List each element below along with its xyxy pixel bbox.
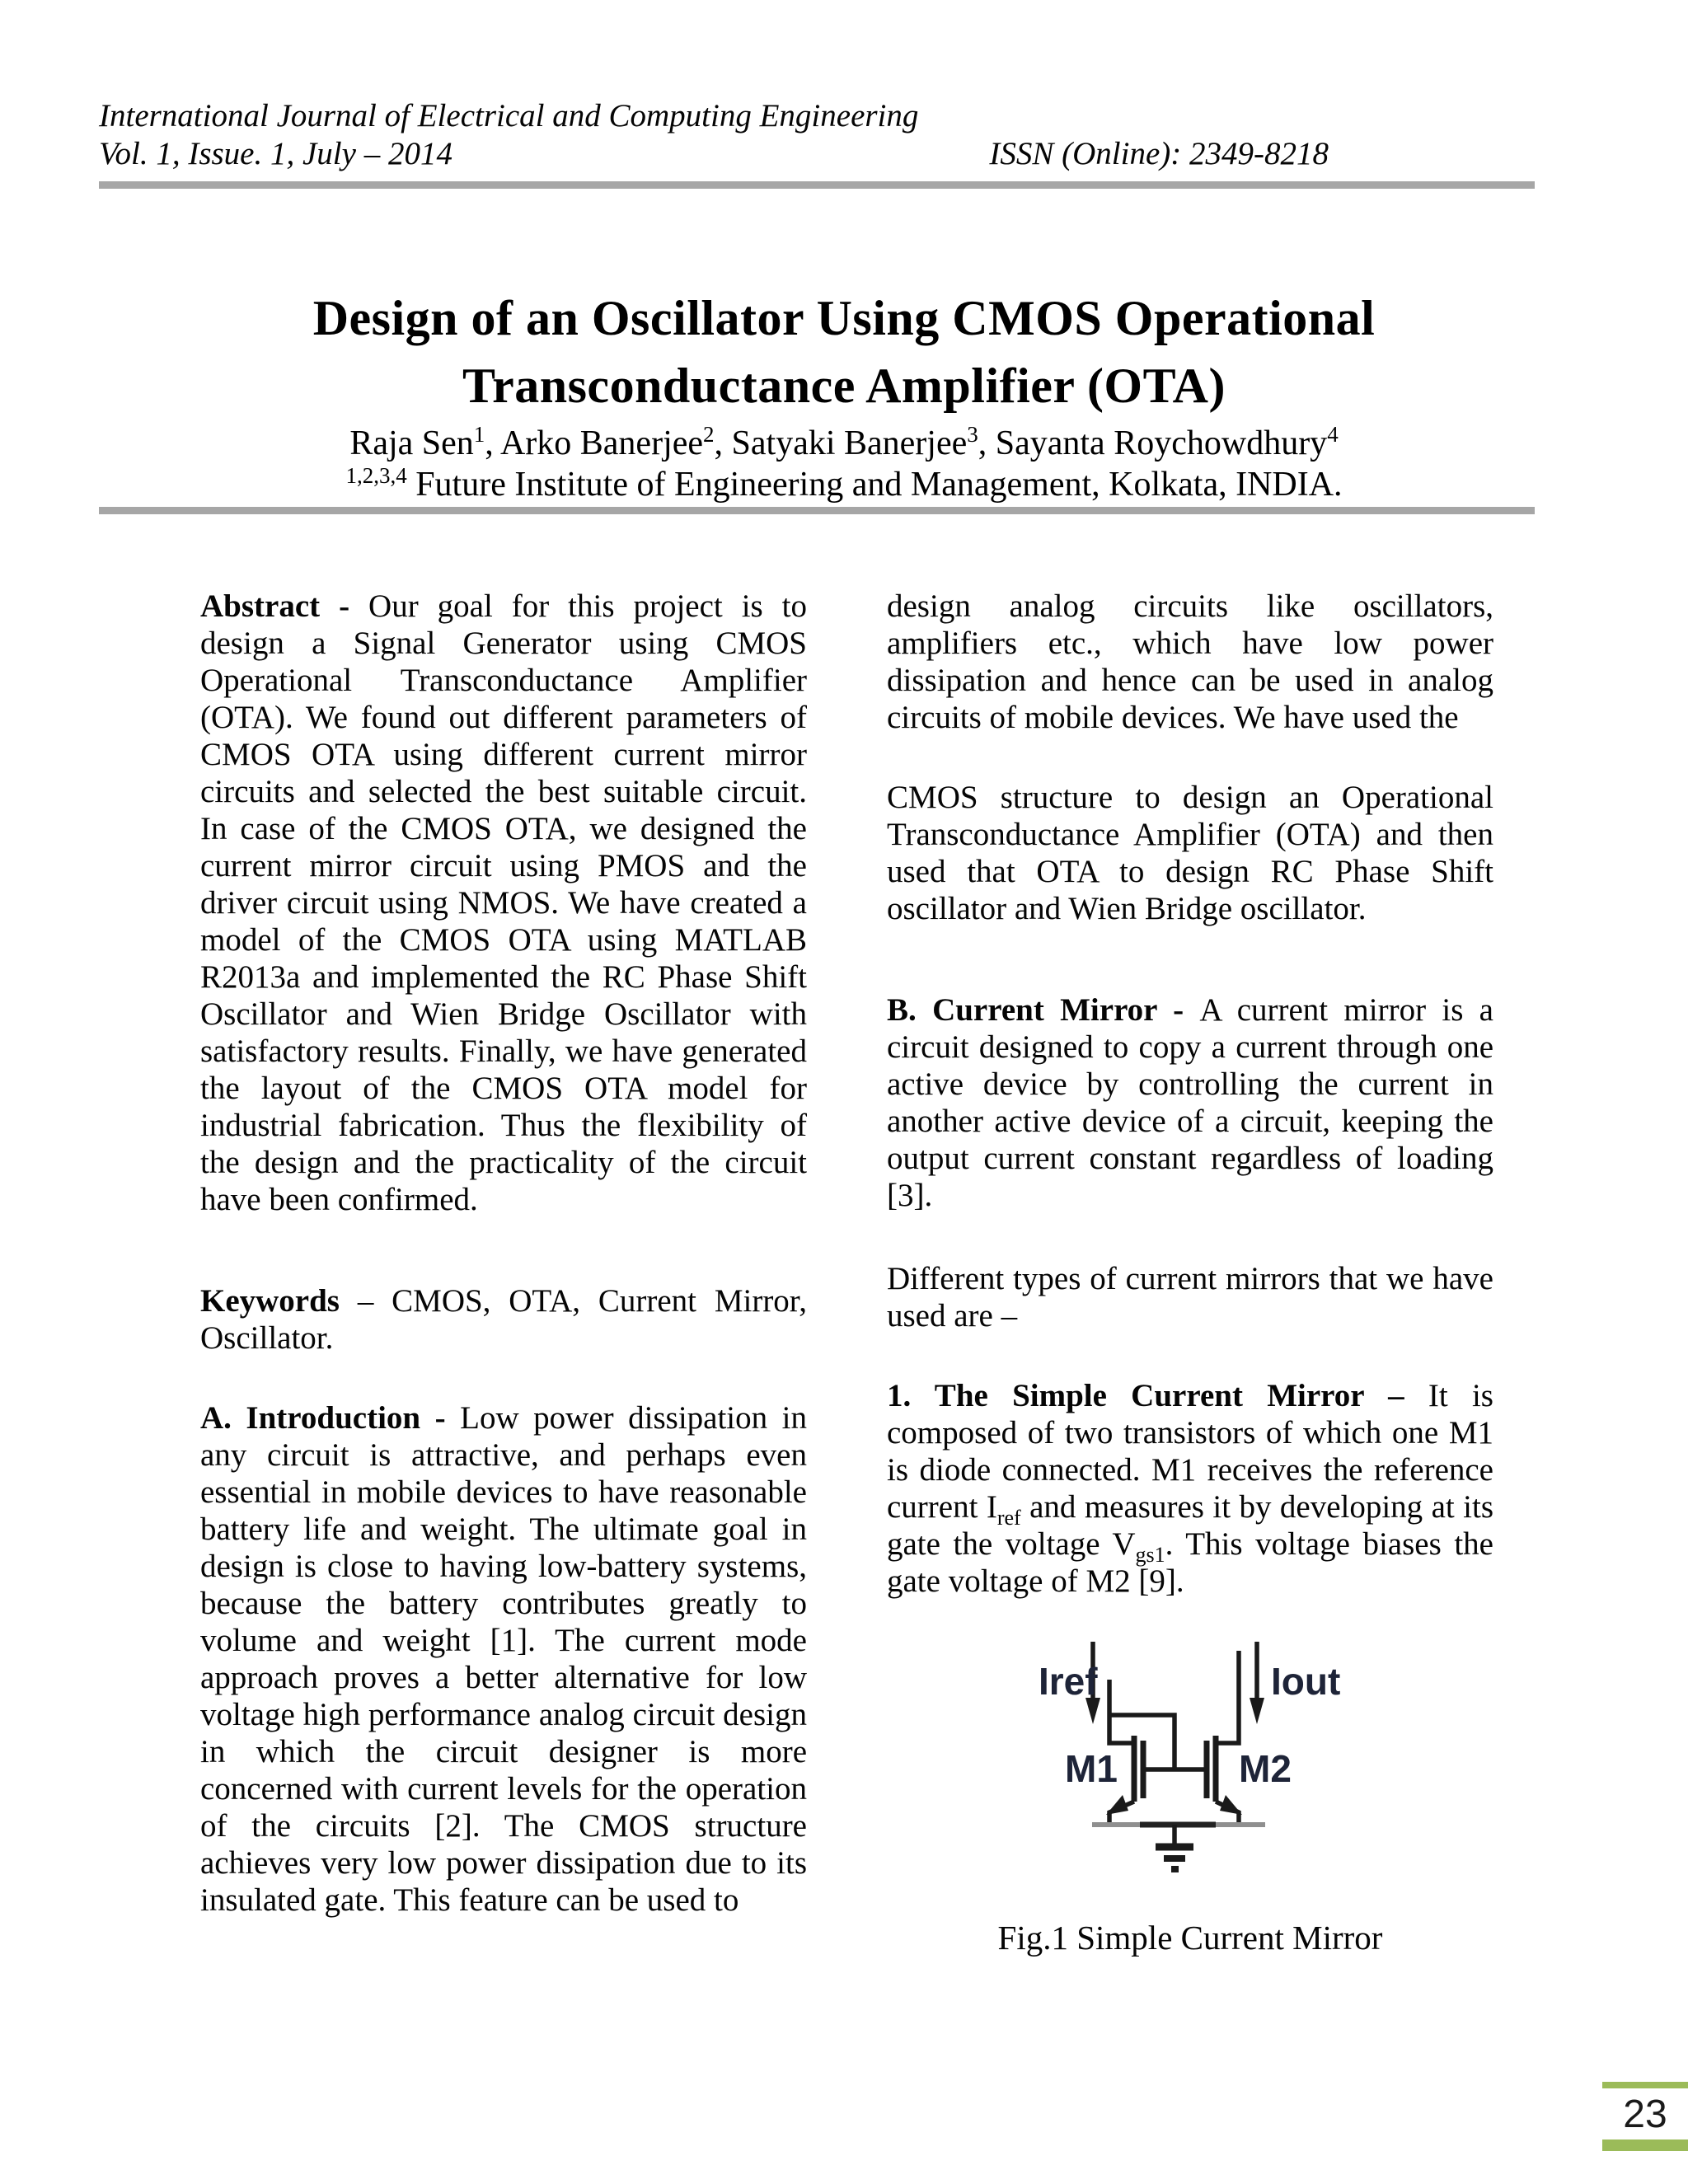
- keywords-paragraph: [200, 1282, 807, 1357]
- body-paragraph: design analog circuits like oscillators, amplifiers etc., which have low power dissipation and hence can be used in analog circuits of mobile devices. We have used the: [887, 588, 1493, 735]
- simple-current-mirror-text: and measures it by developing at its gate the voltage V: [887, 1489, 1494, 1562]
- current-mirror-schematic: [1022, 1640, 1434, 1887]
- affiliation-line: [0, 464, 1688, 505]
- abstract-label: Abstract -: [200, 588, 369, 624]
- page-number: 23: [1623, 2093, 1667, 2136]
- author-superscript: 4: [1327, 422, 1339, 447]
- author-superscript: 1: [473, 422, 485, 447]
- label-m2: M2: [1239, 1747, 1292, 1790]
- simple-current-mirror-paragraph: [887, 1377, 1493, 1600]
- introduction-label: A. Introduction -: [200, 1400, 461, 1436]
- simple-current-mirror-text: It is composed of two transistors of which one M1 is diode connected. M1 receives the reference current I: [887, 1378, 1493, 1525]
- author-name: , Arko Banerjee: [485, 424, 704, 462]
- journal-volume: Vol. 1, Issue. 1, July – 2014: [99, 136, 452, 171]
- authors-line: [0, 423, 1688, 464]
- affiliation-text: Future Institute of Engineering and Management, Kolkata, INDIA.: [406, 466, 1343, 504]
- m2-source-arrow: [1216, 1795, 1242, 1825]
- current-mirror-text: A current mirror is a circuit designed to copy a current through one active device by controlling the current in another active device of a circuit, keeping the output current constant regardless of loading [3].: [887, 992, 1493, 1213]
- affiliation-superscript: 1,2,3,4: [345, 463, 407, 488]
- body-paragraph: CMOS structure to design an Operational Transconductance Amplifier (OTA) and then used that OTA to design RC Phase Shift oscillator and Wien Bridge oscillator.: [887, 780, 1493, 926]
- author-name: Raja Sen: [349, 424, 474, 462]
- label-m1: M1: [1065, 1747, 1118, 1790]
- keywords-label: Keywords: [200, 1283, 358, 1319]
- title-block: [0, 284, 1688, 505]
- simple-current-mirror-label: 1. The Simple Current Mirror –: [887, 1378, 1428, 1413]
- paper-title-line1: Design of an Oscillator Using CMOS Operational: [312, 291, 1376, 345]
- body-paragraph: Different types of current mirrors that we have used are –: [887, 1261, 1493, 1333]
- figure-current-mirror: [1022, 1640, 1434, 1887]
- title-divider: [99, 507, 1535, 514]
- author-name: , Satyaki Banerjee: [714, 424, 968, 462]
- paper-title-line2: Transconductance Amplifier (OTA): [462, 359, 1226, 413]
- page-number-block: [1602, 2082, 1688, 2151]
- author-name: , Sayanta Roychowdhury: [978, 424, 1328, 462]
- iout-arrow-icon: [1250, 1642, 1264, 1724]
- journal-issn: ISSN (Online): 2349-8218: [989, 136, 1329, 171]
- author-superscript: 2: [703, 422, 715, 447]
- journal-name: International Journal of Electrical and Computing Engineering: [99, 98, 919, 134]
- current-mirror-label: B. Current Mirror -: [887, 992, 1200, 1028]
- iref-subscript: ref: [996, 1505, 1021, 1530]
- left-column: [200, 588, 807, 1961]
- figure-caption: Fig.1 Simple Current Mirror: [997, 1919, 1383, 1957]
- m1-source-arrow: [1106, 1795, 1134, 1825]
- author-superscript: 3: [967, 422, 978, 447]
- journal-header: [99, 97, 1329, 173]
- introduction-paragraph: [200, 1399, 807, 1919]
- label-iout: Iout: [1271, 1660, 1341, 1703]
- label-iref: Iref: [1039, 1660, 1098, 1703]
- abstract-paragraph: [200, 588, 807, 1218]
- page-number-rule-bottom: [1602, 2139, 1688, 2151]
- paper-title: [0, 284, 1688, 419]
- m1-drain-wire: [1109, 1680, 1134, 1743]
- right-column: [887, 588, 1493, 1643]
- ground-icon: [1156, 1825, 1193, 1872]
- keywords-text: – CMOS, OTA, Current Mirror, Oscillator.: [200, 1283, 807, 1356]
- header-divider: [99, 181, 1535, 189]
- abstract-text: Our goal for this project is to design a Signal Generator using CMOS Operational Transconductance Amplifier (OTA). We found out different parameters of CMOS OTA using different current mirror circuits and selected the best suitable circuit. In case of the CMOS OTA, we designed the current mirror circuit using PMOS and the driver circuit using NMOS. We have created a model of the CMOS OTA using MATLAB R2013a and implemented the RC Phase Shift Oscillator and Wien Bridge Oscillator with satisfactory results. Finally, we have generated the layout of the CMOS OTA model for industrial fabrication. Thus the flexibility of the design and the practicality of the circuit have been confirmed.: [200, 588, 807, 1217]
- m2-drain-wire: [1216, 1651, 1239, 1743]
- current-mirror-paragraph: [887, 991, 1493, 1214]
- introduction-text: Low power dissipation in any circuit is attractive, and perhaps even essential in mobile devices to have reasonable battery life and weight. The ultimate goal in design is close to having low-battery systems, because the battery contributes greatly to volume and weight [1]. The current mode approach proves a better alternative for low voltage high performance analog circuit design in which the circuit designer is more concerned with current levels for the operation of the circuits [2]. The CMOS structure achieves very low power dissipation due to its insulated gate. This feature can be used to: [200, 1400, 807, 1918]
- page-number-rule-top: [1602, 2082, 1688, 2088]
- vgs1-subscript: gs1: [1135, 1542, 1165, 1567]
- simple-current-mirror-text: . This voltage biases the gate voltage of M2 [9].: [887, 1526, 1493, 1599]
